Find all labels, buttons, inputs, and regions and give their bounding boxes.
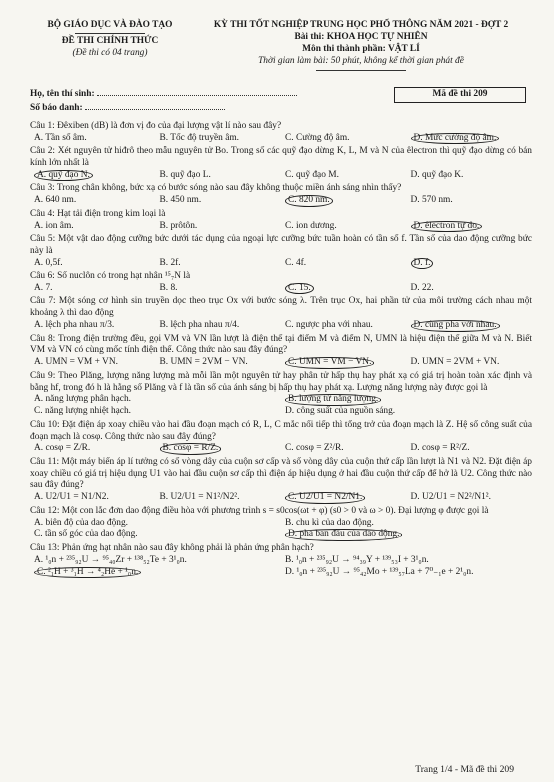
answer-option [281, 518, 532, 530]
answer-option [281, 221, 407, 233]
answer-option [281, 394, 532, 406]
marked-option-text: D. pha ban đầu của dao động. [285, 529, 402, 540]
answer-option [407, 320, 533, 332]
answer-option [281, 567, 532, 579]
answer-option [156, 221, 282, 233]
exam-code-box: Mã đề thi 209 [394, 87, 526, 103]
answer-option [281, 283, 407, 295]
option-text: B. 2f. [159, 257, 181, 268]
answer-options [30, 357, 532, 369]
question [30, 296, 532, 332]
subject-group: Bài thi: KHOA HỌC TỰ NHIÊN [294, 31, 428, 42]
answer-option [281, 357, 407, 369]
candidate-info [30, 87, 532, 115]
question [30, 271, 532, 295]
option-text: B. chu kì của dao động. [285, 517, 374, 528]
answer-option [30, 133, 156, 145]
answer-option [281, 195, 407, 207]
option-text: D. ¹₀n + ²³⁵₉₂U → ⁹⁵₄₂Mo + ¹³⁹₅₇La + 7⁰₋₁e + 2¹₀n. [285, 566, 474, 577]
option-text: A. UMN = VM + VN. [34, 357, 118, 368]
question [30, 121, 532, 145]
name-blank [97, 87, 297, 96]
question-stem: Câu 7: Một sóng cơ hình sin truyền dọc theo trục Ox với bước sóng λ. Trên trục Ox, hai phần tử của môi trường cách nhau một khoảng λ thì dao động [30, 296, 532, 319]
answer-options [30, 133, 532, 145]
answer-option [30, 320, 156, 332]
answer-option [156, 283, 282, 295]
answer-option [30, 518, 281, 530]
option-text: A. năng lượng phân hạch. [34, 394, 131, 405]
question [30, 146, 532, 182]
marked-option-text: A. quỹ đạo N. [34, 170, 93, 181]
answer-option [30, 492, 156, 504]
marked-option-text: C. U2/U1 = N2/N1. [285, 492, 365, 503]
answer-option [30, 357, 156, 369]
option-text: D. công suất của nguồn sáng. [285, 406, 396, 417]
answer-option [281, 406, 532, 418]
ministry-rule [75, 33, 145, 34]
answer-option [156, 492, 282, 504]
answer-option [30, 221, 156, 233]
answer-options [30, 221, 532, 233]
question-stem: Câu 8: Trong điện trường đều, gọi VM và VN lần lượt là điện thế tại điểm M và điểm N, UMN là hiệu điện thế giữa M và N. Biết VM và VN có cùng mốc tính điện thế. Công thức nào sau đây đúng? [30, 333, 532, 356]
question [30, 234, 532, 270]
option-text: D. 570 nm. [410, 195, 453, 206]
answer-option [407, 357, 533, 369]
answer-option [407, 492, 533, 504]
question [30, 334, 532, 370]
question [30, 209, 532, 233]
answer-option [30, 170, 156, 182]
option-text: B. quỹ đạo L. [159, 170, 211, 181]
question [30, 506, 532, 542]
answer-option [281, 529, 532, 541]
option-text: B. 8. [159, 283, 178, 293]
option-text: A. 640 nm. [34, 195, 77, 206]
option-text: A. cosφ = Z/R. [34, 443, 91, 454]
answer-option [407, 195, 533, 207]
answer-option [156, 170, 282, 182]
question-stem: Câu 1: Đêxiben (dB) là đơn vị đo của đại lượng vật lí nào sau đây? [30, 121, 282, 132]
option-text: B. prôtôn. [159, 220, 198, 231]
question [30, 420, 532, 456]
answer-option [156, 258, 282, 270]
marked-option-text: D. êlectron tự do. [411, 221, 483, 232]
option-text: D. cosφ = R²/Z. [410, 443, 470, 454]
answer-option [30, 394, 281, 406]
option-text: D. U2/U1 = N2²/N1². [410, 492, 491, 503]
pages-note: (Đề thi có 04 trang) [72, 47, 148, 58]
option-text: C. cosφ = Z²/R. [285, 443, 344, 454]
header-left [30, 20, 190, 71]
name-label: Họ, tên thí sinh: [30, 89, 95, 100]
option-text: C. năng lượng nhiệt hạch. [34, 406, 132, 417]
time-note: Thời gian làm bài: 50 phút, không kể thời gian phát đề [258, 55, 464, 66]
answer-options [30, 320, 532, 332]
answer-option [30, 529, 281, 541]
answer-option [407, 221, 533, 233]
option-text: C. ion dương. [285, 220, 337, 231]
marked-option-text: B. cosφ = R/Z. [160, 443, 222, 454]
answer-option [281, 133, 407, 145]
answer-option [156, 357, 282, 369]
question-stem: Câu 10: Đặt điện áp xoay chiều vào hai đầu đoạn mạch có R, L, C mắc nối tiếp thì tổng trở của đoạn mạch là Z. Hệ số công suất của đoạn mạch là cosφ. Công thức nào sau đây đúng? [30, 419, 532, 442]
answer-option [407, 443, 533, 455]
question-stem: Câu 6: Số nuclôn có trong hạt nhân ¹⁵₇N là [30, 271, 191, 282]
question-stem: Câu 5: Một vật dao động cưỡng bức dưới tác dụng của ngoại lực cưỡng bức tuần hoàn có tần số f. Tần số của dao động cưỡng bức này là [30, 234, 532, 256]
option-text: C. 4f. [285, 257, 307, 268]
question-stem: Câu 4: Hạt tải điện trong kim loại là [30, 208, 166, 219]
answer-options [30, 394, 532, 418]
option-text: C. tần số góc của dao động. [34, 529, 138, 540]
ministry-name: BỘ GIÁO DỤC VÀ ĐÀO TẠO [47, 20, 173, 30]
answer-option [281, 443, 407, 455]
option-text: B. Tốc độ truyền âm. [159, 132, 239, 143]
answer-option [30, 555, 281, 567]
option-text: A. lệch pha nhau π/3. [34, 320, 115, 331]
exam-header [30, 20, 532, 71]
question-list [30, 121, 532, 578]
answer-option [156, 133, 282, 145]
answer-option [156, 320, 282, 332]
answer-option [30, 443, 156, 455]
marked-option-text: C. 15. [285, 283, 314, 294]
answer-options [30, 283, 532, 295]
number-label: Số báo danh: [30, 103, 83, 114]
option-text: A. Tần số âm. [34, 132, 87, 143]
option-text: D. 22. [410, 283, 434, 293]
marked-option-text: C. 820 nm. [285, 195, 333, 206]
question-stem: Câu 12: Một con lắc đơn dao động điều hòa với phương trình s = s0cos(ωt + φ) (s0 > 0 và ω > 0). Đại lượng φ được gọi là [30, 505, 489, 516]
question-stem: Câu 2: Xét nguyên tử hiđrô theo mẫu nguyên tử Bo. Trong số các quỹ đạo dừng K, L, M và N của êlectron thì quỹ đạo dừng có bán kính lớn nhất là [30, 146, 532, 169]
marked-option-text: D. Mức cường độ âm. [411, 133, 500, 144]
option-text: D. quỹ đạo K. [410, 170, 464, 181]
question [30, 543, 532, 579]
answer-option [30, 283, 156, 295]
option-text: B. lệch pha nhau π/4. [159, 320, 240, 331]
answer-option [30, 258, 156, 270]
answer-option [281, 320, 407, 332]
option-text: A. biên độ của dao động. [34, 517, 128, 528]
answer-option [281, 258, 407, 270]
answer-option [407, 283, 533, 295]
option-text: A. ¹₀n + ²³⁵₉₂U → ⁹⁵₄₀Zr + ¹³⁸₅₂Te + 3¹₀n. [34, 554, 187, 565]
option-text: B. ¹₀n + ²³⁵₉₂U → ⁹⁴₃₉Y + ¹³⁹₅₃I + 3¹₀n. [285, 554, 429, 565]
option-text: B. U2/U1 = N1²/N2². [159, 492, 240, 503]
answer-option [281, 555, 532, 567]
question-stem: Câu 11: Một máy biến áp lí tưởng có số vòng dây của cuộn sơ cấp và số vòng dây của cuộn thứ cấp lần lượt là N1 và N2. Đặt điện áp xoay chiều có giá trị hiệu dụng U1 vào hai đầu cuộn sơ cấp thì điện áp hiệu dụng ở hai đầu cuộn thứ cấp để hở là U2. Công thức nào sau đây đúng? [30, 456, 532, 491]
option-text: A. 0,5f. [34, 257, 63, 268]
answer-option [407, 133, 533, 145]
answer-option [156, 443, 282, 455]
candidate-fields [30, 87, 297, 115]
answer-option [156, 195, 282, 207]
marked-option-text: B. lượng tử năng lượng. [285, 394, 381, 405]
answer-options [30, 555, 532, 579]
option-text: B. 450 nm. [159, 195, 202, 206]
exam-title: KỲ THI TỐT NGHIỆP TRUNG HỌC PHỔ THÔNG NĂM 2021 - ĐỢT 2 [213, 20, 509, 30]
answer-options [30, 195, 532, 207]
question [30, 371, 532, 418]
marked-option-text: C. ²₁H + ³₁H → ⁴₂He + ¹₀n. [34, 567, 141, 578]
answer-options [30, 170, 532, 182]
option-text: A. ion âm. [34, 220, 74, 231]
question-stem: Câu 13: Phản ứng hạt nhân nào sau đây không phải là phản ứng phân hạch? [30, 542, 314, 553]
answer-options [30, 518, 532, 542]
number-blank [85, 101, 225, 110]
subject-name: Môn thi thành phần: VẬT LÍ [302, 43, 420, 54]
option-text: A. 7. [34, 283, 53, 293]
marked-option-text: C. UMN = VM − VN. [285, 357, 374, 368]
option-text: A. U2/U1 = N1/N2. [34, 492, 109, 503]
official-label: ĐỀ THI CHÍNH THỨC [61, 35, 159, 46]
header-right [190, 20, 532, 71]
answer-options [30, 258, 532, 270]
answer-option [407, 258, 533, 270]
question [30, 457, 532, 504]
option-text: D. UMN = 2VM + VN. [410, 357, 500, 368]
answer-option [30, 406, 281, 418]
question-stem: Câu 3: Trong chân không, bức xạ có bước sóng nào sau đây không thuộc miền ánh sáng nhìn thấy? [30, 183, 402, 194]
answer-options [30, 443, 532, 455]
answer-option [281, 492, 407, 504]
answer-option [281, 170, 407, 182]
option-text: C. ngược pha với nhau. [285, 320, 373, 331]
answer-option [30, 567, 281, 579]
answer-option [30, 195, 156, 207]
option-text: C. quỹ đạo M. [285, 170, 339, 181]
answer-option [407, 170, 533, 182]
marked-option-text: D. f. [411, 258, 434, 269]
header-rule [316, 70, 406, 71]
marked-option-text: D. cùng pha với nhau. [411, 320, 500, 331]
question-stem: Câu 9: Theo Plăng, lượng năng lượng mà mỗi lần một nguyên tử hay phân tử hấp thụ hay phát xạ có giá trị hoàn toàn xác định và bằng hf, trong đó h là hằng số Plăng và f là tần số của ánh sáng bị hấp thụ hay phát xạ. Lượng năng lượng này được gọi là [30, 370, 532, 393]
option-text: B. UMN = 2VM − VN. [159, 357, 248, 368]
page-footer: Trang 1/4 - Mã đề thi 209 [415, 763, 514, 775]
answer-options [30, 492, 532, 504]
question [30, 183, 532, 207]
option-text: C. Cường độ âm. [285, 132, 350, 143]
